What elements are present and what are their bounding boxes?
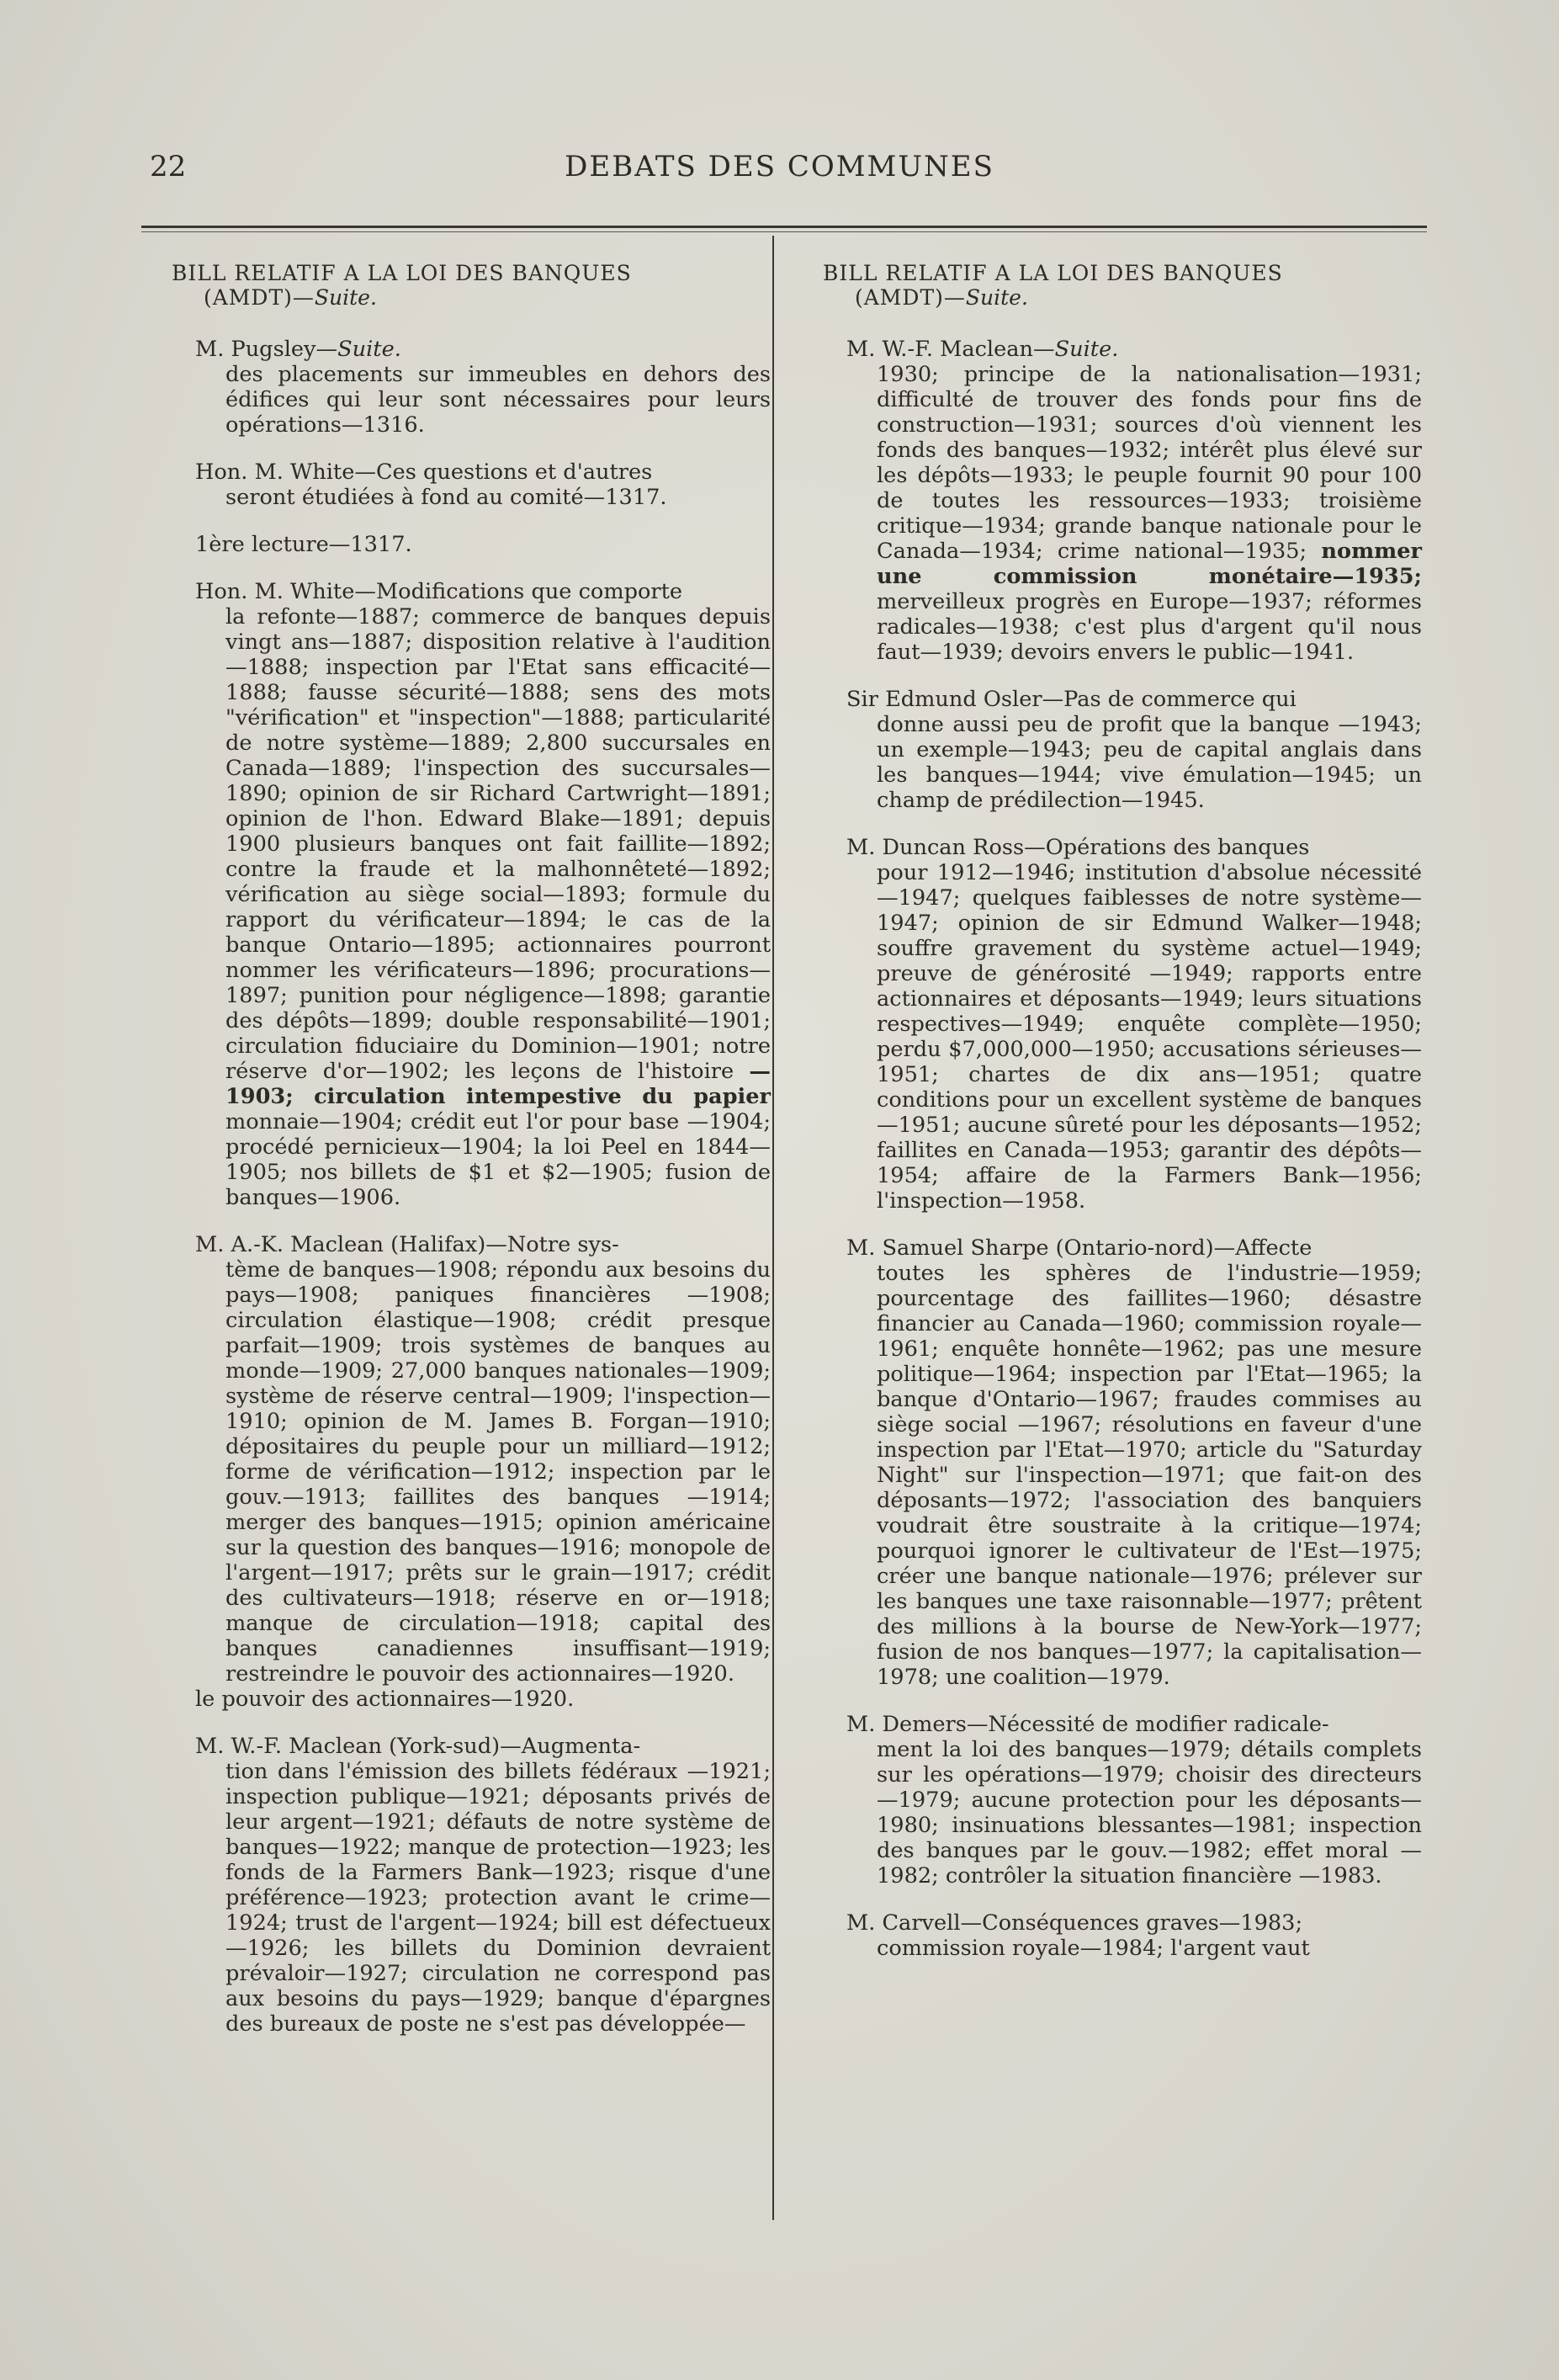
speaker-name: M. Pugsley— — [195, 337, 338, 362]
entry-body: tème de banques—1908; répondu aux besoins du pays—1908; paniques financières —1908; circulation élastique—1908; crédit presque parfait—1909; trois systèmes de banques au monde—1909; 27,000 banques nationales—1909; système de réserve central—1909; l'inspection—1910; opinion de M. James B. Forgan—1910; dépositaires du peuple pour un milliard—1912; forme de vérification—1912; inspection par le gouv.—1913; faillites des banques —1914; merger des banques—1915; opinion américaine sur la question des banques—1916; monopole de l'argent—1917; prêts sur le grain—1917; crédit des cultivateurs—1918; réserve en or—1918; manque de circulation—1918; capital des banques canadiennes insuffisant—1919; restreindre le pouvoir des actionnaires—1920. — [225, 1257, 771, 1687]
entry-text: monnaie—1904; crédit eut l'or pour base —1904; procédé pernicieux—1904; la loi Peel en 1844—1905; nos billets de $1 et $2—1905; fusion de banques—1906. — [225, 1109, 771, 1210]
entry-text: 1930; principe de la nationalisation—1931; difficulté de trouver des fonds pour fins de construction—1931; sources d'où viennent les fonds des banques—1932; intérêt plus élevé sur les dépôts—1933; le peuple fournit 90 pour 100 de toutes les ressources—1933; troisième critique—1934; grande banque nationale pour le Canada—1934; crime national—1935; — [877, 362, 1422, 564]
entry-first-line: M. Duncan Ross—Opérations des banques — [846, 835, 1310, 860]
right-header-title: BILL RELATIF A LA LOI DES BANQUES — [823, 261, 1283, 285]
left-column — [172, 261, 771, 2059]
entry-first-line: M. Carvell—Conséquences graves—1983; — [846, 1910, 1303, 1936]
entry-body — [172, 604, 771, 1210]
right-header-suite: Suite. — [965, 285, 1028, 310]
entry-first-line: M. A.-K. Maclean (Halifax)—Notre sys- — [195, 1232, 619, 1257]
entry-first-line: 1ère lecture—1317. — [195, 532, 412, 557]
entry-first-line: M. W.-F. Maclean (York-sud)—Augmenta- — [195, 1734, 641, 1759]
left-header-title: BILL RELATIF A LA LOI DES BANQUES — [172, 261, 632, 285]
entry-body: seront étudiées à fond au comité—1317. — [225, 485, 667, 510]
right-header-sub — [823, 285, 1422, 310]
entry-first-line: M. Samuel Sharpe (Ontario-nord)—Affecte — [846, 1235, 1312, 1261]
running-title: DEBATS DES COMMUNES — [565, 150, 994, 183]
left-column-header — [172, 261, 771, 310]
header-rule — [141, 226, 1427, 228]
entry-body — [823, 362, 1422, 665]
header-rule-thin — [141, 231, 1427, 232]
entry-ross — [823, 835, 1422, 1214]
speaker-name: M. W.-F. Maclean— — [846, 337, 1055, 362]
speaker-suite: Suite. — [337, 337, 401, 362]
entry-body: des placements sur immeubles en dehors des édifices qui leur sont nécessaires pour leurs opérations—1316. — [225, 362, 771, 438]
entry-body: commission royale—1984; l'argent vaut — [877, 1936, 1310, 1961]
entry-sharpe — [823, 1235, 1422, 1690]
entry-text: la refonte—1887; commerce de banques depuis vingt ans—1887; disposition relative à l'audition—1888; inspection par l'Etat sans efficacité—1888; fausse sécurité—1888; sens des mots "vérification" et "inspection"—1888; particularité de notre système—1889; 2,800 succursales en Canada—1889; l'inspection des succursales—1890; opinion de sir Richard Cartwright—1891; opinion de l'hon. Edward Blake—1891; depuis 1900 plusieurs banques ont fait faillite—1892; contre la fraude et la malhonnêteté—1892; vérification au siège social—1893; formule du rapport du vérificateur—1894; le cas de la banque Ontario—1895; actionnaires pourront nommer les vérificateurs—1896; procurations—1897; punition pour négligence—1898; garantie des dépôts—1899; double responsabilité—1901; circulation fiduciaire du Dominion—1901; notre réserve d'or—1902; les leçons de l'histoire — [225, 604, 771, 1084]
speaker-suite: Suite. — [1054, 337, 1119, 362]
left-header-sub — [172, 285, 771, 310]
right-column-header — [823, 261, 1422, 310]
entry-first-reading — [172, 532, 771, 557]
column-divider — [772, 236, 774, 2220]
entry-body: toutes les sphères de l'industrie—1959; pourcentage des faillites—1960; désastre financier au Canada—1960; commission royale—1961; enquête honnête—1962; pas une mesure politique—1964; inspection par l'Etat—1965; la banque d'Ontario—1967; fraudes commises au siège social —1967; résolutions en faveur d'une inspection par l'Etat—1970; article du "Saturday Night" sur l'inspection—1971; que fait-on des déposants—1972; l'association des banquiers voudrait être soustraite à la critique—1974; pourquoi ignorer le cultivateur de l'Est—1975; créer une banque nationale—1976; prélever sur les banques une taxe raisonnable—1977; prêtent des millions à la bourse de New-York—1977; fusion de nos banques—1977; la capitalisation—1978; une coalition—1979. — [877, 1261, 1422, 1690]
left-header-amdt: (AMDT)— — [204, 285, 315, 310]
entry-pugsley — [172, 337, 771, 438]
entry-first-line: Hon. M. White—Modifications que comporte — [195, 579, 683, 604]
entry-body: ment la loi des banques—1979; détails complets sur les opérations—1979; choisir des directeurs—1979; aucune protection pour les déposants—1980; insinuations blessantes—1981; inspection des banques par le gouv.—1982; effet moral —1982; contrôler la situation financière —1983. — [877, 1737, 1422, 1889]
right-header-amdt: (AMDT)— — [855, 285, 966, 310]
entry-body: pour 1912—1946; institution d'absolue nécessité—1947; quelques faiblesses de notre système—1947; opinion de sir Edmund Walker—1948; souffre gravement du système actuel—1949; preuve de générosité —1949; rapports entre actionnaires et déposants—1949; leurs situations respectives—1949; enquête complète—1950; perdu $7,000,000—1950; accusations sérieuses—1951; chartes de dix ans—1951; quatre conditions pour un excellent système de banques—1951; aucune sûreté pour les déposants—1952; faillites en Canada—1953; garantir des dépôts—1954; affaire de la Farmers Bank—1956; l'inspection—1958. — [877, 860, 1422, 1214]
entry-osler — [823, 687, 1422, 813]
entry-first-line: Sir Edmund Osler—Pas de commerce qui — [846, 687, 1297, 712]
entry-body: tion dans l'émission des billets fédéraux —1921; inspection publique—1921; déposants privés de leur argent—1921; défauts de notre système de banques—1922; manque de protection—1923; les fonds de la Farmers Bank—1923; risque d'une préférence—1923; protection avant le crime—1924; trust de l'argent—1924; bill est défectueux—1926; les billets du Dominion devraient prévaloir—1927; circulation ne correspond pas aux besoins du pays—1929; banque d'épargnes des bureaux de poste ne s'est pas développée— — [225, 1759, 771, 2037]
left-header-suite: Suite. — [314, 285, 377, 310]
entry-wf-maclean-suite — [823, 337, 1422, 665]
entry-demers — [823, 1712, 1422, 1889]
entry-ak-maclean — [172, 1232, 771, 1712]
entry-first-line: M. Demers—Nécessité de modifier radicale- — [846, 1712, 1329, 1737]
entry-body: donne aussi peu de profit que la banque —1943; un exemple—1943; peu de capital anglais dans les banques—1944; vive émulation—1945; un champ de prédilection—1945. — [877, 712, 1422, 813]
entry-extra-line: le pouvoir des actionnaires—1920. — [195, 1687, 575, 1712]
page-number: 22 — [150, 150, 187, 183]
entry-text: merveilleux progrès en Europe—1937; réformes radicales—1938; c'est plus d'argent qu'il nous faut—1939; devoirs envers le public—1941. — [877, 589, 1422, 665]
entry-white-2 — [172, 579, 771, 1210]
entry-wf-maclean — [172, 1734, 771, 2037]
entry-text-bold: —1903; circulation intempestive du papier — [225, 1059, 771, 1109]
entry-speaker — [172, 337, 771, 362]
entry-white-1 — [172, 460, 771, 510]
entry-speaker — [823, 337, 1422, 362]
right-column — [823, 261, 1422, 1983]
entry-text-bold: nommer une commission monétaire—1935; — [877, 539, 1422, 589]
entry-carvell — [823, 1910, 1422, 1961]
entry-first-line: Hon. M. White—Ces questions et d'autres — [195, 460, 653, 485]
